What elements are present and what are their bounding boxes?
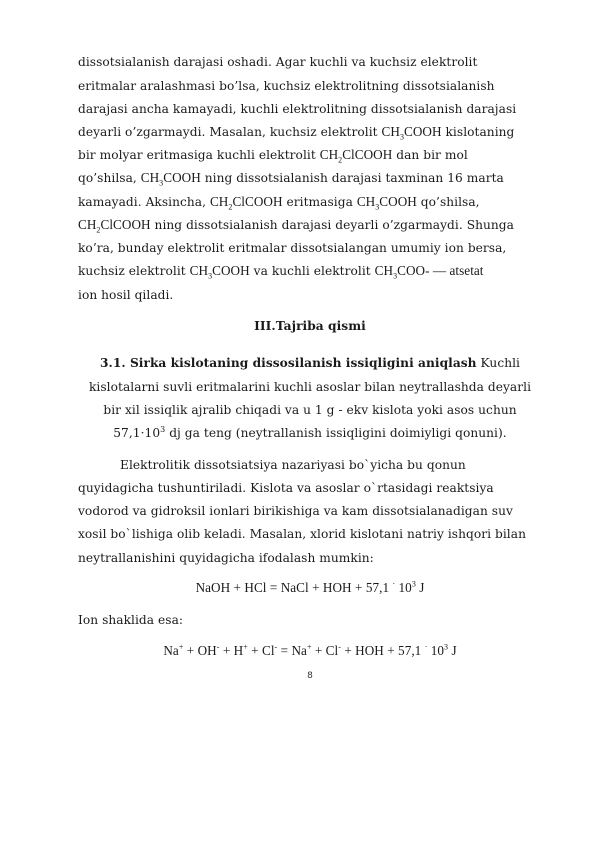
paragraph-line: quyidagicha tushuntiriladi. Kislota va asoslar o`rtasidagi reaktsiya	[78, 481, 494, 495]
paragraph-line	[78, 194, 548, 210]
formula: $CH_3COOH$	[381, 124, 442, 142]
text-run: kamayadi. Aksincha,	[78, 195, 210, 209]
paragraph-line	[78, 170, 548, 186]
text-run: dan bir mol	[392, 148, 468, 162]
text-run: ning dissotsialanish darajasi deyarli o’zgarmaydi. Shunga	[150, 218, 514, 232]
paragraph-line: xosil bo`lishiga olib keladi. Masalan, xlorid kislotani natriy ishqori bilan	[78, 527, 526, 541]
paragraph-line	[78, 124, 548, 140]
text-run: deyarli o’zgarmaydi. Masalan, kuchsiz elektrolit	[78, 125, 382, 139]
equation-molecular: NaOH + HCl = NaCl + HOH + 57,1 · $10^3$ J	[195, 579, 425, 595]
text-run: ning dissotsialanish darajasi taxminan 16 marta	[200, 171, 504, 185]
text-run: va kuchli elektrolit	[249, 264, 375, 278]
equation-ionic: Na+ + OH- + H+ + Cl- = Na+ + Cl- + HOH + 57,1 · $10^3$ J	[163, 642, 457, 658]
subsection-title: 3.1. Sirka kislotaning dissosilanish issiqligini aniqlash	[100, 356, 477, 370]
paragraph-line	[0, 425, 595, 441]
formula: $CH_2ClCOOH$	[209, 194, 283, 212]
paragraph-line: vodorod va gidroksil ionlari birikishiga va kam dissotsialanadigan suv	[78, 504, 513, 518]
paragraph-line: dissotsialanish darajasi oshadi. Agar kuchli va kuchsiz elektrolit	[78, 55, 478, 69]
paragraph-line: neytrallanishini quyidagicha ifodalash mumkin:	[78, 551, 374, 565]
text-run: qo’shilsa,	[416, 195, 480, 209]
text-run: dj ga teng (neytrallanish issiqligini doimiyligi qonuni).	[165, 426, 507, 440]
formula: $CH_3COOH$	[356, 194, 417, 212]
text-run: kuchsiz elektrolit	[78, 264, 190, 278]
ion-form-label: Ion shaklida esa:	[78, 613, 184, 627]
formula: $CH_2ClCOOH$	[319, 147, 393, 165]
section-heading: III.Tajriba qismi	[254, 319, 366, 333]
formula: $CH_3COO-$ — atsetat	[374, 263, 484, 281]
paragraph-line: bir xil issiqlik ajralib chiqadi va u 1 g - ekv kislota yoki asos uchun	[103, 403, 517, 417]
formula: $CH_3COOH$	[189, 263, 250, 281]
formula: $CH_3COOH$	[140, 170, 201, 188]
text-run: eritmasiga	[282, 195, 357, 209]
paragraph-line: Elektrolitik dissotsiatsiya nazariyasi bo`yicha bu qonun	[120, 458, 466, 472]
paragraph-line: ion hosil qiladi.	[78, 288, 174, 302]
paragraph-line: ko’ra, bunday elektrolit eritmalar dissotsialangan umumiy ion bersa,	[78, 241, 507, 255]
superscript: 3	[160, 424, 166, 434]
formula: $CH_2ClCOOH$	[78, 217, 151, 235]
text-run: kislotaning	[441, 125, 515, 139]
paragraph-line: eritmalar aralashmasi bo’lsa, kuchsiz elektrolitning dissotsialanish	[78, 79, 495, 93]
subsection-heading-line	[0, 355, 595, 371]
text-run: Kuchli	[476, 356, 520, 370]
paragraph-line: kislotalarni suvli eritmalarini kuchli asoslar bilan neytrallashda deyarli	[88, 380, 532, 394]
paragraph-line	[78, 263, 548, 279]
text-run: qo’shilsa,	[78, 171, 141, 185]
paragraph-line	[78, 217, 548, 233]
text-run: 57,1·10	[113, 426, 161, 440]
paragraph-line	[78, 147, 548, 163]
paragraph-line: darajasi ancha kamayadi, kuchli elektrolitning dissotsialanish darajasi	[78, 102, 517, 116]
text-run: bir molyar eritmasiga kuchli elektrolit	[78, 148, 320, 162]
page-number: 8	[307, 671, 313, 681]
